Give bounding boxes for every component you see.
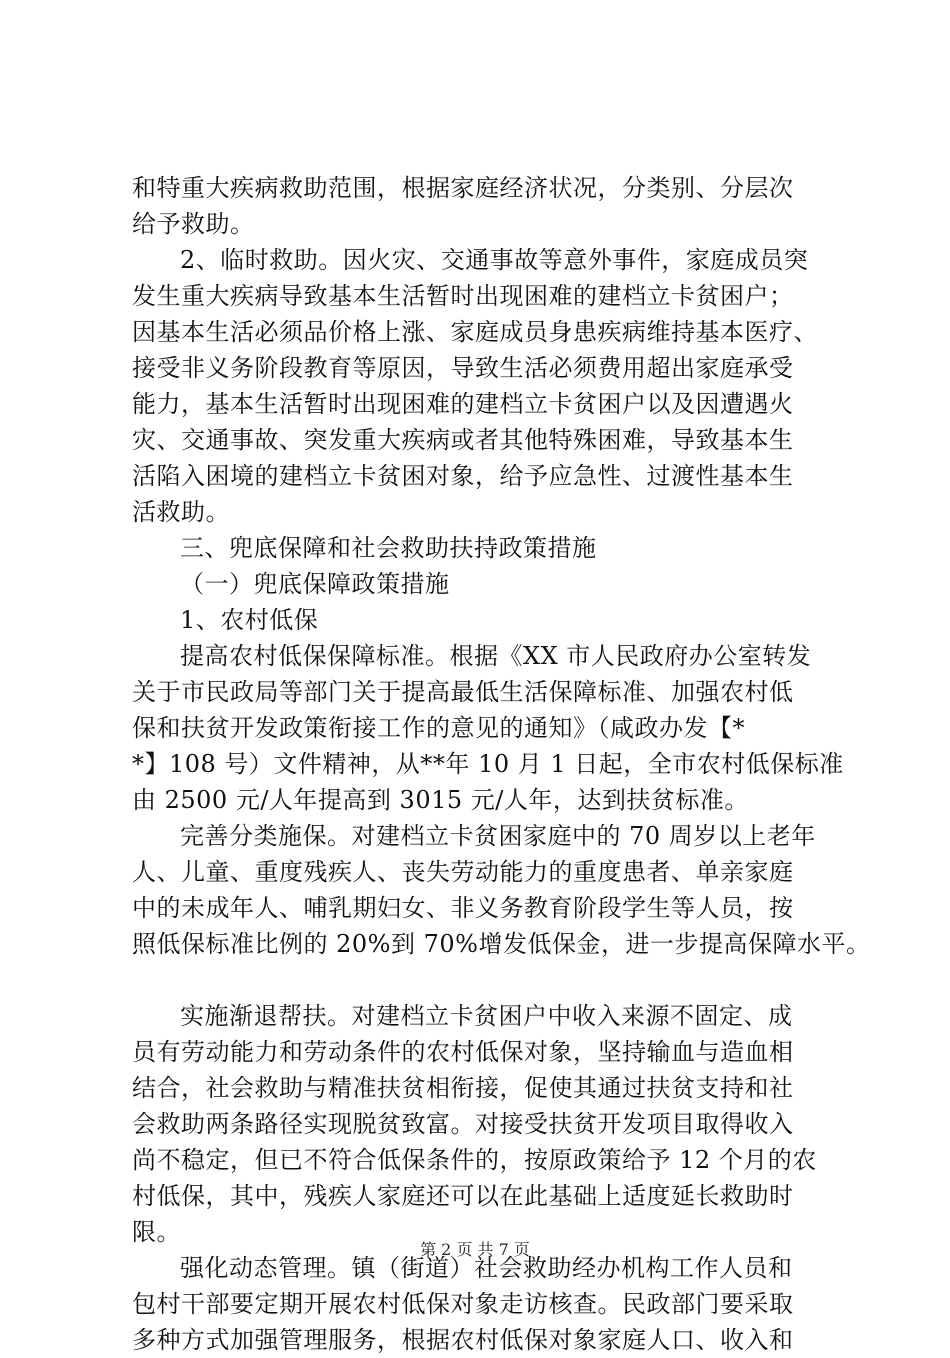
blank-line [132, 962, 848, 998]
text-line: 人、儿童、重度残疾人、丧失劳动能力的重度患者、单亲家庭 [132, 858, 794, 886]
section-heading: 三、兜底保障和社会救助扶持政策措施 [180, 534, 597, 562]
text-line: 结合，社会救助与精准扶贫相衔接，促使其通过扶贫支持和社 [132, 1074, 794, 1102]
document-body [132, 170, 871, 1358]
text-line: 发生重大疾病导致基本生活暂时出现困难的建档立卡贫困户； [132, 282, 794, 310]
text-line: 包村干部要定期开展农村低保对象走访核查。民政部门要采取 [132, 1290, 794, 1318]
text-line: 员有劳动能力和劳动条件的农村低保对象，坚持输血与造血相 [132, 1038, 794, 1066]
paragraph-start: 提高农村低保保障标准。根据《XX 市人民政府办公室转发 [180, 642, 812, 670]
text-line: 关于市民政局等部门关于提高最低生活保障标准、加强农村低 [132, 678, 794, 706]
text-line: 给予救助。 [132, 210, 255, 238]
text-line: 活救助。 [132, 498, 230, 526]
text-line: *】108 号）文件精神，从**年 10 月 1 日起，全市农村低保标准 [132, 750, 844, 778]
paragraph-start: 实施渐退帮扶。对建档立卡贫困户中收入来源不固定、成 [180, 1002, 793, 1030]
page-footer: 第 2 页 共 7 页 [420, 1240, 530, 1259]
text-line: 多种方式加强管理服务，根据农村低保对象家庭人口、收入和 [132, 1326, 794, 1354]
text-line: 由 2500 元/人年提高到 3015 元/人年，达到扶贫标准。 [132, 786, 749, 814]
text-line: 会救助两条路径实现脱贫致富。对接受扶贫开发项目取得收入 [132, 1110, 794, 1138]
text-line: 保和扶贫开发政策衔接工作的意见的通知》（咸政办发【* [132, 714, 745, 742]
text-line: 因基本生活必须品价格上涨、家庭成员身患疾病维持基本医疗、 [132, 318, 818, 346]
paragraph-start: 2、临时救助。因火灾、交通事故等意外事件，家庭成员突 [180, 246, 809, 274]
subsection-heading: （一）兜底保障政策措施 [180, 570, 450, 598]
text-line: 照低保标准比例的 20%到 70%增发低保金，进一步提高保障水平。 [132, 930, 871, 958]
text-line: 接受非义务阶段教育等原因，导致生活必须费用超出家庭承受 [132, 354, 794, 382]
paragraph-start: 强化动态管理。镇（街道）社会救助经办机构工作人员和 [180, 1254, 793, 1282]
text-line: 村低保，其中，残疾人家庭还可以在此基础上适度延长救助时 [132, 1182, 794, 1210]
text-line: 能力，基本生活暂时出现困难的建档立卡贫困户以及因遭遇火 [132, 390, 794, 418]
text-line: 和特重大疾病救助范围，根据家庭经济状况，分类别、分层次 [132, 174, 794, 202]
text-line: 尚不稳定，但已不符合低保条件的，按原政策给予 12 个月的农 [132, 1146, 817, 1174]
item-heading: 1、农村低保 [180, 606, 319, 634]
text-line: 活陷入困境的建档立卡贫困对象，给予应急性、过渡性基本生 [132, 462, 794, 490]
text-line: 限。 [132, 1218, 181, 1246]
paragraph-start: 完善分类施保。对建档立卡贫困家庭中的 70 周岁以上老年 [180, 822, 816, 850]
text-line: 中的未成年人、哺乳期妇女、非义务教育阶段学生等人员，按 [132, 894, 794, 922]
text-line: 灾、交通事故、突发重大疾病或者其他特殊困难，导致基本生 [132, 426, 794, 454]
